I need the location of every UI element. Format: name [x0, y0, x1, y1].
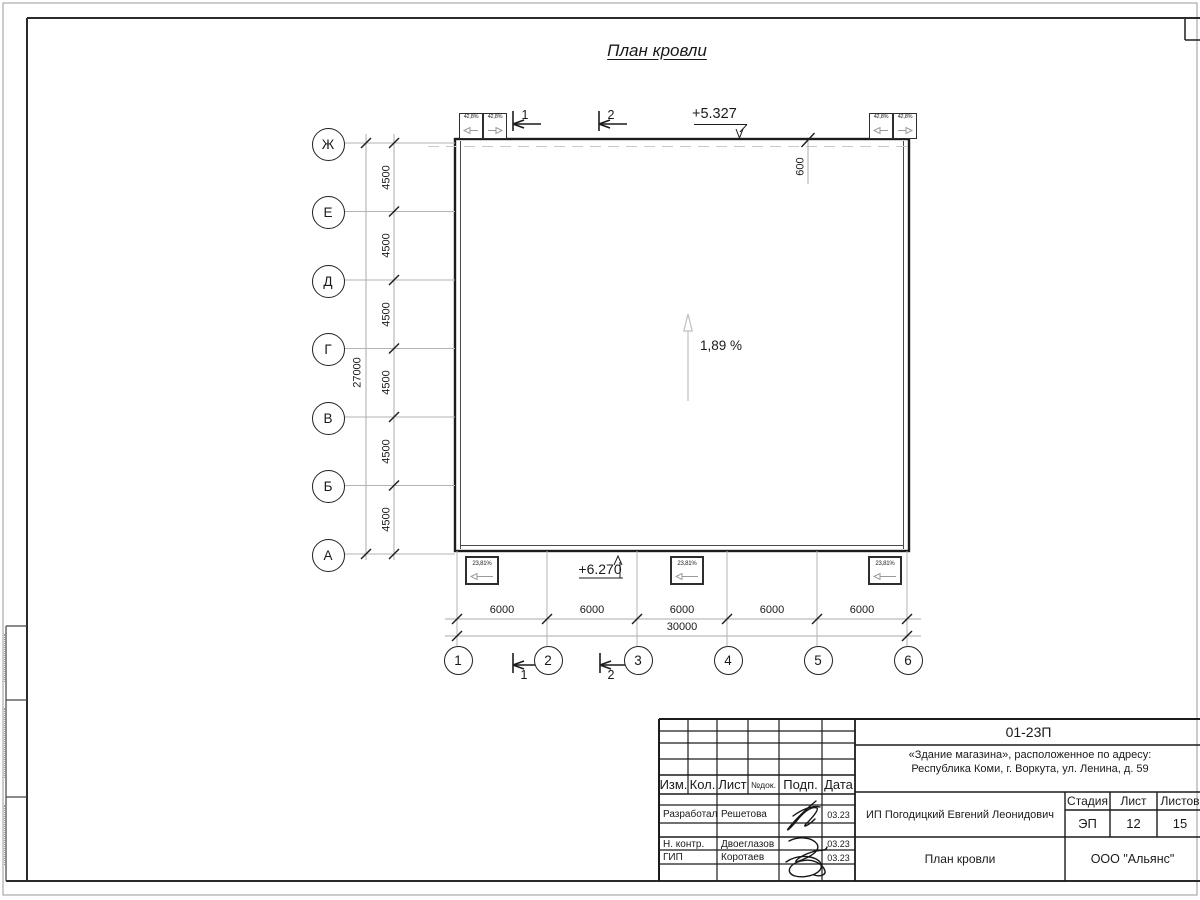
section-digit-2-bottom: 2	[607, 668, 615, 682]
slope-arrow	[684, 314, 692, 401]
offset-600-label: 600	[794, 157, 806, 176]
section-digit-2-top: 2	[607, 108, 615, 122]
elev-top-leader	[694, 125, 747, 139]
tb-header-izm: Изм.	[659, 777, 688, 792]
grid-row-bubble: Д	[312, 265, 345, 298]
signature-nkontr-gip	[786, 838, 827, 877]
roof-slope-box-bottom	[670, 556, 704, 585]
tb-role: ГИП	[663, 852, 683, 863]
tb-role: Разработал	[663, 809, 718, 820]
grid-col-bubble: 6	[894, 646, 923, 675]
slope-arrow-icon	[675, 568, 699, 586]
roof-slope-box-top	[459, 113, 483, 139]
dim-label-4500: 4500	[380, 233, 392, 258]
tb-project	[860, 748, 1200, 776]
dim-label-4500: 4500	[380, 507, 392, 532]
slope-arrow-icon	[873, 568, 897, 586]
tb-header-sheet: Лист	[1120, 794, 1147, 808]
tb-company: ООО "Альянс"	[1090, 852, 1175, 866]
tb-header-podp: Подп.	[783, 777, 818, 792]
tb-name: Коротаев	[721, 852, 765, 863]
tb-header-ndok: №док.	[751, 779, 776, 790]
tb-sheet-value: 12	[1126, 816, 1141, 831]
tb-date: 03.23	[827, 852, 850, 863]
margin-cell-mark	[4, 805, 6, 865]
building-outline	[455, 139, 909, 551]
tb-header-data: Дата	[824, 777, 853, 792]
roof-slope-box-top	[483, 113, 507, 139]
dim-label-6000: 6000	[669, 604, 695, 616]
dim-label-4500: 4500	[380, 302, 392, 327]
roof-slope-box-bottom	[868, 556, 902, 585]
tb-name: Двоеглазов	[721, 838, 775, 850]
tb-doc-number: 01-23П	[1005, 724, 1052, 740]
tb-date: 03.23	[827, 839, 850, 849]
sheet-title-top: План кровли	[607, 41, 707, 60]
tb-date: 03.23	[827, 809, 850, 820]
grid-row-bubble: Е	[312, 196, 345, 229]
slope-bottom-label: 23,81%	[875, 561, 895, 567]
tb-header-list: Лист	[718, 777, 747, 792]
dim-label-4500: 4500	[380, 370, 392, 395]
slope-arrow-icon	[897, 122, 913, 140]
grid-row-bubble: Г	[312, 333, 345, 366]
dim-label-4500: 4500	[380, 165, 392, 190]
section-digit-1-top: 1	[521, 108, 529, 122]
grid-row-bubble: Ж	[312, 128, 345, 161]
dim-label-4500: 4500	[380, 439, 392, 464]
slope-arrow-icon	[463, 122, 479, 140]
slope-arrow-icon	[470, 568, 494, 586]
tb-name: Решетова	[721, 809, 767, 820]
tb-role: Н. контр.	[663, 838, 705, 850]
slope-top-label: 42,8%	[463, 114, 479, 120]
tb-client: ИП Погодицкий Евгений Леонидович	[866, 808, 1054, 821]
tb-header-stadia: Стадия	[1067, 794, 1108, 808]
tb-project-line1: «Здание магазина», расположенное по адресу:	[908, 749, 1152, 761]
dim-label-6000: 6000	[849, 604, 875, 616]
roof-slope-box-bottom	[465, 556, 499, 585]
tb-sheets-value: 15	[1172, 816, 1188, 831]
elev-top-label: +5.327	[692, 106, 737, 122]
roof-slope-box-top	[869, 113, 893, 139]
tb-header-sheets: Листов	[1160, 794, 1200, 808]
grid-col-bubble: 5	[804, 646, 833, 675]
tb-sheet-title: План кровли	[924, 852, 996, 866]
slope-top-label: 42,8%	[487, 114, 503, 120]
dim-label-6000: 6000	[579, 604, 605, 616]
slope-arrow-icon	[873, 122, 889, 140]
tb-header-kol: Кол.	[689, 777, 716, 792]
dim-total-horizontal: 30000	[666, 621, 698, 633]
slope-bottom-label: 23,81%	[472, 561, 492, 567]
section-digit-1-bottom: 1	[520, 668, 528, 682]
grid-row-bubble: А	[312, 539, 345, 572]
dim-total-vertical: 27000	[351, 356, 363, 388]
tb-stadia-value: ЭП	[1078, 816, 1097, 831]
dim-label-6000: 6000	[759, 604, 785, 616]
tb-project-line2: Республика Коми, г. Воркута, ул. Ленина, д. 59	[911, 763, 1149, 775]
slope-top-label: 42,8%	[873, 114, 889, 120]
grid-col-bubble: 4	[714, 646, 743, 675]
margin-cell-mark	[4, 634, 6, 682]
slope-top-label: 42,8%	[897, 114, 913, 120]
roof-slope-box-top	[893, 113, 917, 139]
grid-col-bubble: 3	[624, 646, 653, 675]
elev-bottom-label: +6.270	[578, 561, 622, 577]
slope-main-label: 1,89 %	[700, 338, 743, 353]
slope-arrow-icon	[487, 122, 503, 140]
grid-row-bubble: В	[312, 402, 345, 435]
slope-bottom-label: 23,81%	[677, 561, 697, 567]
grid-col-bubble: 2	[534, 646, 563, 675]
grid-col-bubble: 1	[444, 646, 473, 675]
margin-cell-mark	[4, 708, 6, 778]
dim-label-6000: 6000	[489, 604, 515, 616]
grid-row-bubble: Б	[312, 470, 345, 503]
